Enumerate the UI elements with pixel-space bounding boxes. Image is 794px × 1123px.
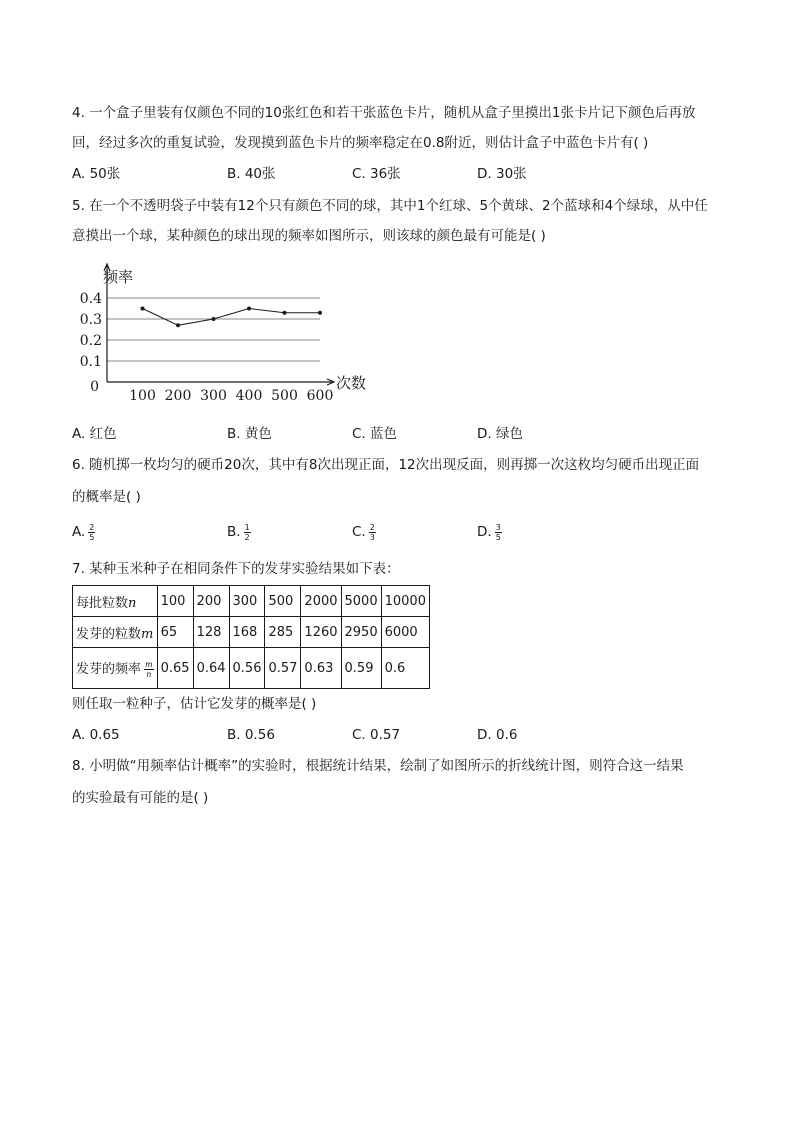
x-axis-title: 次数 (336, 374, 367, 392)
x-tick-label: 500 (271, 388, 298, 404)
table-cell: 285 (265, 617, 301, 648)
fraction-denominator: 5 (495, 532, 501, 542)
frequency-line-chart (70, 262, 370, 412)
y-tick-label: 0.1 (79, 354, 102, 370)
table-cell: 300 (229, 586, 265, 617)
fraction-m-over-n (144, 660, 154, 679)
table-cell: 6000 (381, 617, 429, 648)
germination-table (72, 585, 430, 689)
fraction-numerator: m (145, 659, 153, 669)
chart-gridlines (107, 298, 320, 361)
option-letter: A. (72, 524, 86, 540)
data-point (283, 311, 287, 315)
table-cell: 0.57 (265, 648, 301, 689)
fraction (495, 523, 502, 542)
table-row-header (73, 617, 158, 648)
data-point (176, 323, 180, 327)
q7-option-b[interactable]: B. 0.56 (227, 727, 275, 743)
fraction (88, 523, 95, 542)
chart-labels (80, 268, 366, 404)
table-cell: 100 (157, 586, 193, 617)
table-row-header (73, 586, 158, 617)
fraction-numerator: 2 (369, 522, 375, 532)
q7-option-c[interactable]: C. 0.57 (352, 727, 401, 743)
q7-text-line2: 则任取一粒种子，估计它发芽的概率是( ) (72, 696, 317, 712)
q7-option-a[interactable]: A. 0.65 (72, 727, 120, 743)
x-tick-label: 200 (164, 388, 192, 404)
frequency-line (143, 309, 321, 326)
q4-option-d[interactable]: D. 30张 (477, 166, 527, 182)
x-tick-label: 300 (200, 388, 227, 404)
q4-text-line1: 4. 一个盒子里装有仅颜色不同的10张红色和若干张蓝色卡片，随机从盒子里摸出1张卡片记下颜色后再放 (72, 105, 696, 121)
x-tick-label: 400 (235, 388, 263, 404)
option-letter: B. (227, 524, 241, 540)
table-cell: 2000 (301, 586, 341, 617)
option-letter: D. (477, 524, 492, 540)
data-point (141, 307, 145, 311)
fraction-numerator: 2 (89, 522, 95, 532)
q6-option-b[interactable] (227, 522, 251, 542)
origin-label: 0 (90, 379, 99, 395)
q6-option-d[interactable] (477, 522, 502, 542)
table-row (73, 586, 430, 617)
row-label: 每批粒数 (76, 595, 129, 611)
table-cell: 2950 (341, 617, 381, 648)
q5-option-b[interactable]: B. 黄色 (227, 426, 272, 442)
x-tick-label: 100 (129, 388, 156, 404)
chart-axes (104, 264, 334, 385)
data-point (212, 317, 216, 321)
fraction (244, 523, 251, 542)
variable-n: n (128, 595, 137, 611)
q5-text-line2: 意摸出一个球，某种颜色的球出现的频率如图所示，则该球的颜色最有可能是( ) (72, 228, 546, 244)
table-cell: 200 (193, 586, 229, 617)
table-cell: 0.65 (157, 648, 193, 689)
table-cell: 5000 (341, 586, 381, 617)
x-tick-label: 600 (306, 388, 334, 404)
fraction-numerator: 3 (495, 522, 501, 532)
variable-m: m (141, 626, 154, 642)
y-tick-label: 0.4 (79, 291, 102, 307)
table-cell: 0.56 (229, 648, 265, 689)
q6-text-line1: 6. 随机掷一枚均匀的硬币20次，其中有8次出现正面，12次出现反面，则再掷一次这枚均匀硬币出现正面 (72, 457, 700, 473)
data-point (247, 307, 251, 311)
y-tick-label: 0.2 (79, 333, 102, 349)
table-row (73, 648, 430, 689)
q5-option-c[interactable]: C. 蓝色 (352, 426, 398, 442)
table-cell: 0.63 (301, 648, 341, 689)
chart-series (141, 307, 323, 328)
fraction-denominator: 2 (244, 532, 250, 542)
table-cell: 0.64 (193, 648, 229, 689)
table-cell: 0.6 (381, 648, 429, 689)
q5-text-line1: 5. 在一个不透明袋子中装有12个只有颜色不同的球，其中1个红球、5个黄球、2个蓝球和4个绿球，从中任 (72, 198, 708, 214)
q4-option-c[interactable]: C. 36张 (352, 166, 401, 182)
row-label: 发芽的频率 (76, 661, 142, 677)
row-label: 发芽的粒数 (76, 626, 142, 642)
q7-text-line1: 7. 某种玉米种子在相同条件下的发芽实验结果如下表： (72, 561, 400, 577)
q5-option-d[interactable]: D. 绿色 (477, 426, 523, 442)
fraction-denominator: 3 (369, 532, 375, 542)
table-row (73, 617, 430, 648)
data-point (318, 311, 322, 315)
y-axis-title: 频率 (103, 268, 134, 286)
q8-text-line1: 8. 小明做“用频率估计概率”的实验时，根据统计结果，绘制了如图所示的折线统计图，则符合这一结果 (72, 758, 684, 774)
table-row-header (73, 648, 158, 689)
table-cell: 65 (157, 617, 193, 648)
q4-text-line2: 回，经过多次的重复试验，发现摸到蓝色卡片的频率稳定在0.8附近，则估计盒子中蓝色卡片有( ) (72, 135, 649, 151)
q6-option-a[interactable] (72, 522, 95, 542)
q7-option-d[interactable]: D. 0.6 (477, 727, 518, 743)
q8-text-line2: 的实验最有可能的是( ) (72, 790, 209, 806)
fraction-numerator: 1 (244, 522, 250, 532)
table-cell: 10000 (381, 586, 429, 617)
q4-option-b[interactable]: B. 40张 (227, 166, 276, 182)
table-cell: 168 (229, 617, 265, 648)
q6-text-line2: 的概率是( ) (72, 489, 141, 505)
option-letter: C. (352, 524, 366, 540)
table-cell: 500 (265, 586, 301, 617)
fraction (369, 523, 376, 542)
q6-option-c[interactable] (352, 522, 376, 542)
q4-option-a[interactable]: A. 50张 (72, 166, 121, 182)
q5-option-a[interactable]: A. 红色 (72, 426, 117, 442)
table-cell: 128 (193, 617, 229, 648)
table-cell: 1260 (301, 617, 341, 648)
fraction-denominator: n (146, 669, 152, 679)
fraction-denominator: 5 (89, 532, 95, 542)
y-tick-label: 0.3 (79, 312, 102, 328)
table-cell: 0.59 (341, 648, 381, 689)
